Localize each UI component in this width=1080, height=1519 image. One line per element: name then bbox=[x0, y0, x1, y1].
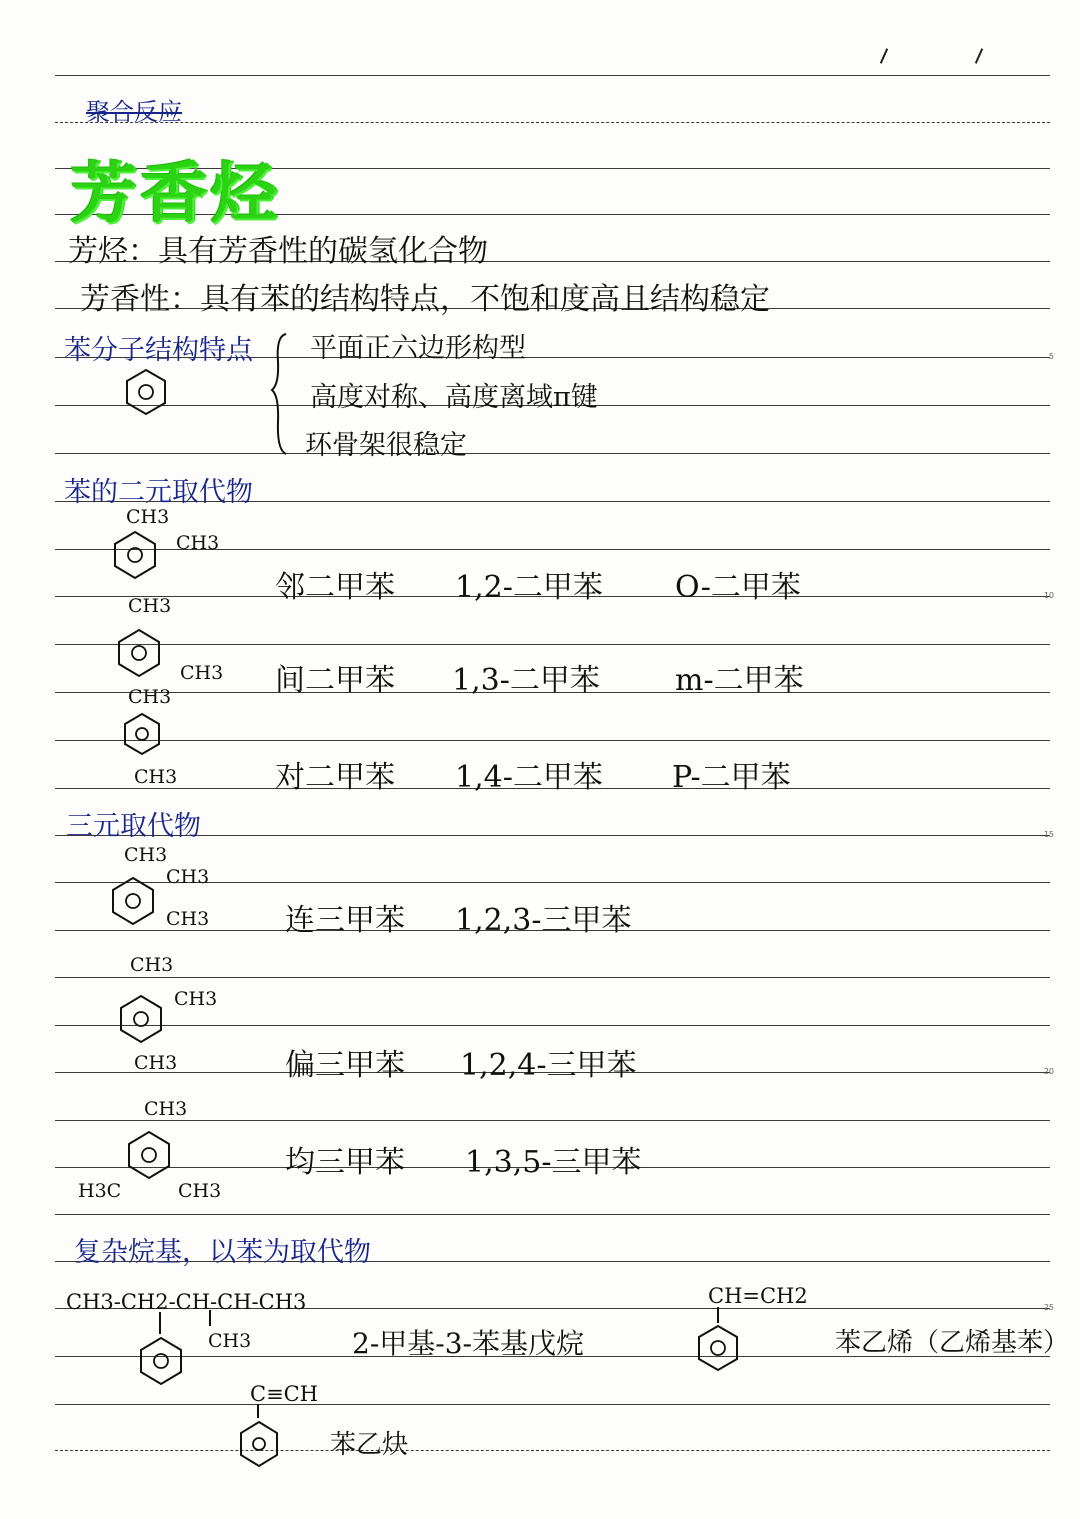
prefix-name: P-二甲苯 bbox=[672, 760, 791, 795]
ruled-line bbox=[55, 1450, 1050, 1451]
line-number: 15 bbox=[1043, 830, 1054, 839]
systematic-name: 1,4-二甲苯 bbox=[455, 760, 603, 795]
substituent-label: H3C bbox=[78, 1180, 122, 1202]
complex-heading: 复杂烷基，以苯为取代物 bbox=[74, 1237, 371, 1268]
benzene-structure-heading: 苯分子结构特点 bbox=[64, 335, 253, 366]
benzene-ring-icon bbox=[118, 994, 164, 1044]
benzene-ring-icon bbox=[138, 1336, 184, 1386]
substituent-label: CH3 bbox=[180, 662, 224, 684]
common-name: 均三甲苯 bbox=[285, 1145, 405, 1180]
definition-aromatic-hydrocarbon: 芳烃：具有芳香性的碳氢化合物 bbox=[68, 234, 488, 269]
chain-compound-name: 2-甲基-3-苯基戊烷 bbox=[352, 1327, 585, 1360]
bond-line bbox=[256, 1404, 260, 1420]
curly-brace bbox=[270, 332, 290, 457]
ruled-line bbox=[55, 835, 1050, 836]
structure-point: 平面正六边形构型 bbox=[310, 333, 526, 364]
common-name: 偏三甲苯 bbox=[285, 1048, 405, 1083]
common-name: 对二甲苯 bbox=[275, 760, 395, 795]
line-number: 10 bbox=[1043, 591, 1054, 600]
substituent-label: CH3 bbox=[128, 595, 172, 617]
ruled-line bbox=[55, 740, 1050, 741]
ruled-line bbox=[55, 644, 1050, 645]
substituent-label: CH3 bbox=[176, 532, 220, 554]
styrene-formula: CH=CH2 bbox=[708, 1284, 808, 1308]
bond-line bbox=[716, 1307, 720, 1325]
disubstituted-heading: 苯的二元取代物 bbox=[64, 477, 253, 508]
ruled-line bbox=[55, 122, 1050, 123]
ruled-line bbox=[55, 1404, 1050, 1405]
bond-line bbox=[158, 1312, 162, 1336]
substituent-label: CH3 bbox=[126, 506, 170, 528]
benzene-ring-icon bbox=[238, 1420, 280, 1468]
benzene-ring-icon bbox=[122, 712, 162, 758]
styrene-name: 苯乙烯（乙烯基苯） bbox=[835, 1328, 1070, 1358]
benzene-ring-icon bbox=[124, 368, 168, 416]
chain-formula: CH3-CH2-CH-CH-CH3 bbox=[66, 1290, 307, 1314]
systematic-name: 1,2-二甲苯 bbox=[455, 570, 603, 605]
structure-point: 高度对称、高度离域π键 bbox=[310, 382, 598, 413]
ruled-line bbox=[55, 1214, 1050, 1215]
line-number: 5 bbox=[1048, 352, 1054, 361]
benzene-ring-icon bbox=[696, 1324, 740, 1372]
corner-tick-mark bbox=[880, 48, 888, 63]
systematic-name: 1,2,4-三甲苯 bbox=[460, 1048, 637, 1083]
systematic-name: 1,2,3-三甲苯 bbox=[455, 903, 632, 938]
benzene-ring-icon bbox=[110, 876, 156, 926]
ruled-line bbox=[55, 1025, 1050, 1026]
common-name: 邻二甲苯 bbox=[275, 570, 395, 605]
page-title: 芳香烃 bbox=[70, 155, 280, 232]
substituent-label: CH3 bbox=[174, 988, 218, 1010]
phenylacetylene-name: 苯乙炔 bbox=[330, 1430, 409, 1460]
systematic-name: 1,3-二甲苯 bbox=[452, 663, 600, 698]
prefix-name: m-二甲苯 bbox=[675, 663, 804, 698]
substituent-label: CH3 bbox=[166, 866, 210, 888]
substituent-label: CH3 bbox=[128, 686, 172, 708]
substituent-label: CH3 bbox=[166, 908, 210, 930]
corner-tick-mark bbox=[975, 48, 983, 63]
substituent-label: CH3 bbox=[144, 1098, 188, 1120]
substituent-label: CH3 bbox=[134, 1052, 178, 1074]
line-number: 25 bbox=[1043, 1303, 1054, 1312]
trisubstituted-heading: 三元取代物 bbox=[66, 811, 201, 842]
definition-aromaticity: 芳香性：具有苯的结构特点，不饱和度高且结构稳定 bbox=[80, 282, 770, 317]
substituent-label: CH3 bbox=[134, 766, 178, 788]
benzene-ring-icon bbox=[112, 530, 158, 580]
bond-line bbox=[208, 1310, 212, 1328]
common-name: 间二甲苯 bbox=[275, 663, 395, 698]
line-number: 20 bbox=[1043, 1067, 1054, 1076]
substituent-label: CH3 bbox=[124, 844, 168, 866]
ruled-line bbox=[55, 453, 1050, 454]
chain-branch: CH3 bbox=[208, 1330, 252, 1352]
systematic-name: 1,3,5-三甲苯 bbox=[465, 1145, 642, 1180]
benzene-ring-icon bbox=[116, 628, 162, 678]
crossed-heading: 聚合反应 bbox=[86, 98, 182, 126]
substituent-label: CH3 bbox=[130, 954, 174, 976]
ruled-line bbox=[55, 75, 1050, 76]
substituent-label: CH3 bbox=[178, 1180, 222, 1202]
structure-point: 环骨架很稳定 bbox=[305, 430, 467, 461]
prefix-name: O-二甲苯 bbox=[675, 570, 801, 605]
benzene-ring-icon bbox=[126, 1130, 172, 1180]
ruled-line bbox=[55, 1120, 1050, 1121]
common-name: 连三甲苯 bbox=[285, 903, 405, 938]
phenylacetylene-formula: C≡CH bbox=[250, 1382, 319, 1406]
ruled-line bbox=[55, 977, 1050, 978]
